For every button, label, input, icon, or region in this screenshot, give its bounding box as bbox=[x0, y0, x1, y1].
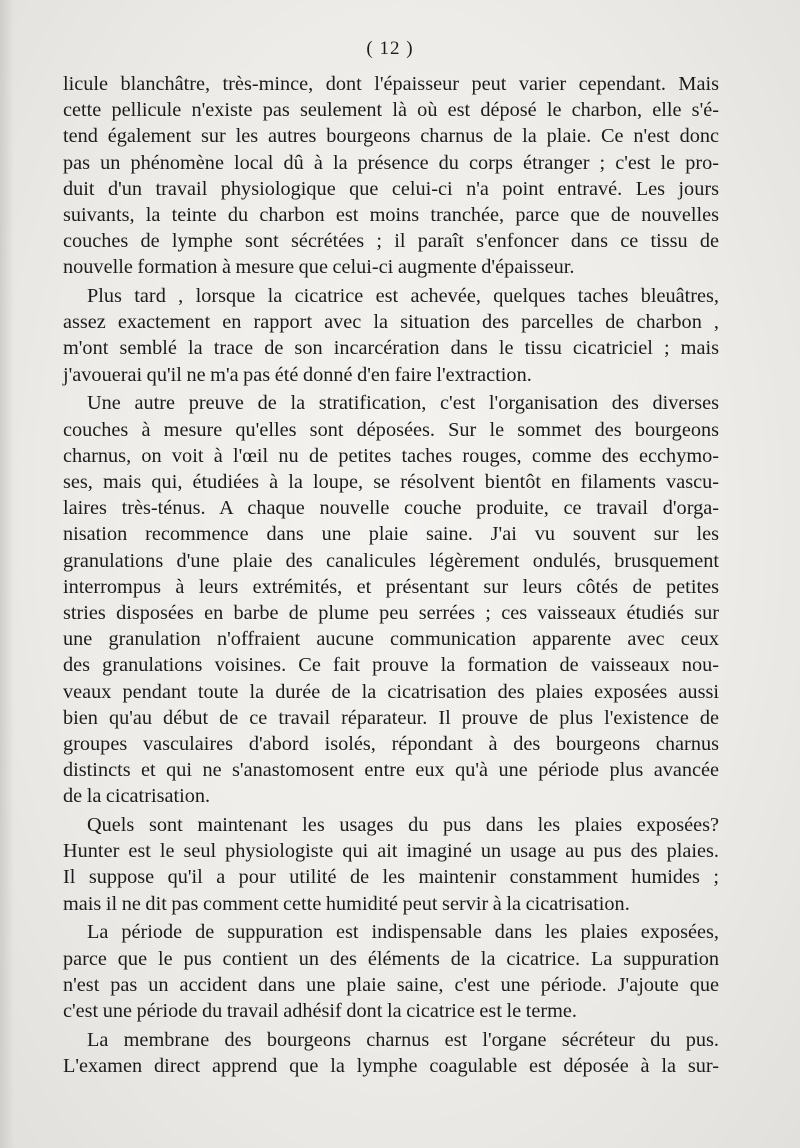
paragraph bbox=[63, 1027, 719, 1079]
text-line: bien qu'au début de ce travail réparateur. Il prouve de plus l'existence de bbox=[63, 706, 719, 729]
text-line: n'est pas un accident dans une plaie saine, c'est une période. J'ajoute que bbox=[63, 973, 719, 996]
text-line: La membrane des bourgeons charnus est l'organe sécréteur du pus. bbox=[87, 1028, 719, 1051]
text-line: Quels sont maintenant les usages du pus dans les plaies exposées? bbox=[87, 814, 719, 837]
text-line: licule blanchâtre, très-mince, dont l'épaisseur peut varier cependant. Mais bbox=[63, 73, 719, 95]
text-line: m'ont semblé la trace de son incarcération dans le tissu cicatriciel ; mais bbox=[63, 337, 719, 360]
text-line: duit d'un travail physiologique que celui-ci n'a point entravé. Les jours bbox=[63, 177, 719, 200]
text-line: c'est une période du travail adhésif dont la cicatrice est le terme. bbox=[63, 999, 577, 1022]
paragraph bbox=[63, 919, 719, 1024]
text-line: des granulations voisines. Ce fait prouve la formation de vaisseaux nou- bbox=[63, 654, 719, 677]
text-line: Hunter est le seul physiologiste qui ait imaginé un usage au pus des plaies. bbox=[63, 840, 719, 863]
text-line: assez exactement en rapport avec la situation des parcelles de charbon , bbox=[63, 311, 719, 334]
text-line: interrompus à leurs extrémités, et présentant sur leurs côtés de petites bbox=[63, 575, 719, 598]
text-line: La période de suppuration est indispensable dans les plaies exposées, bbox=[87, 921, 719, 944]
text-line: Il suppose qu'il a pour utilité de les maintenir constamment humides ; bbox=[63, 866, 719, 889]
text-line: une granulation n'offraient aucune communication apparente avec ceux bbox=[63, 628, 719, 651]
text-line: Une autre preuve de la stratification, c'est l'organisation des diverses bbox=[87, 392, 719, 415]
text-line: tend également sur les autres bourgeons charnus de la plaie. Ce n'est donc bbox=[63, 125, 719, 148]
paragraph bbox=[63, 812, 719, 917]
text-line: mais il ne dit pas comment cette humidité peut servir à la cicatrisation. bbox=[63, 892, 630, 915]
text-line: nisation recommence dans une plaie saine. J'ai vu souvent sur les bbox=[63, 523, 719, 546]
text-line: de la cicatrisation. bbox=[63, 785, 211, 808]
text-line: pas un phénomène local dû à la présence du corps étranger ; c'est le pro- bbox=[63, 151, 719, 174]
text-line: laires très-ténus. A chaque nouvelle couche produite, ce travail d'orga- bbox=[63, 497, 719, 520]
text-line: j'avouerai qu'il ne m'a pas été donné d'en faire l'extraction. bbox=[63, 363, 532, 386]
paragraph bbox=[63, 283, 719, 388]
text-line: suivants, la teinte du charbon est moins tranchée, parce que de nouvelles bbox=[63, 203, 719, 226]
text-line: couches de lymphe sont sécrétées ; il paraît s'enfoncer dans ce tissu de bbox=[63, 230, 719, 253]
text-line: stries disposées en barbe de plume peu serrées ; ces vaisseaux étudiés sur bbox=[63, 601, 719, 624]
paragraph bbox=[63, 71, 719, 281]
body-text bbox=[63, 71, 719, 1079]
text-line: couches à mesure qu'elles sont déposées. Sur le sommet des bourgeons bbox=[63, 418, 719, 441]
text-line: nouvelle formation à mesure que celui-ci augmente d'épaisseur. bbox=[63, 256, 575, 279]
text-line: distincts et qui ne s'anastomosent entre eux qu'à une période plus avancée bbox=[63, 759, 719, 782]
text-line: veaux pendant toute la durée de la cicatrisation des plaies exposées aussi bbox=[63, 680, 719, 703]
text-line: granulations d'une plaie des canalicules légèrement ondulés, brusquement bbox=[63, 549, 719, 572]
paragraph bbox=[63, 390, 719, 809]
text-line: cette pellicule n'existe pas seulement là où est déposé le charbon, elle s'é- bbox=[63, 99, 719, 122]
text-line: L'examen direct apprend que la lymphe coagulable est déposée à la sur- bbox=[63, 1054, 719, 1077]
text-line: groupes vasculaires d'abord isolés, répondant à des bourgeons charnus bbox=[63, 732, 719, 755]
page-number: ( 12 ) bbox=[366, 38, 414, 59]
text-line: ses, mais qui, étudiées à la loupe, se résolvent bientôt en filaments vascu- bbox=[63, 471, 719, 493]
text-line: charnus, on voit à l'œil nu de petites taches rouges, comme des ecchymo- bbox=[63, 444, 719, 467]
text-line: parce que le pus contient un des éléments de la cicatrice. La suppuration bbox=[63, 947, 719, 970]
text-line: Plus tard , lorsque la cicatrice est achevée, quelques taches bleuâtres, bbox=[87, 285, 719, 308]
page-edge-shadow bbox=[0, 0, 14, 1148]
